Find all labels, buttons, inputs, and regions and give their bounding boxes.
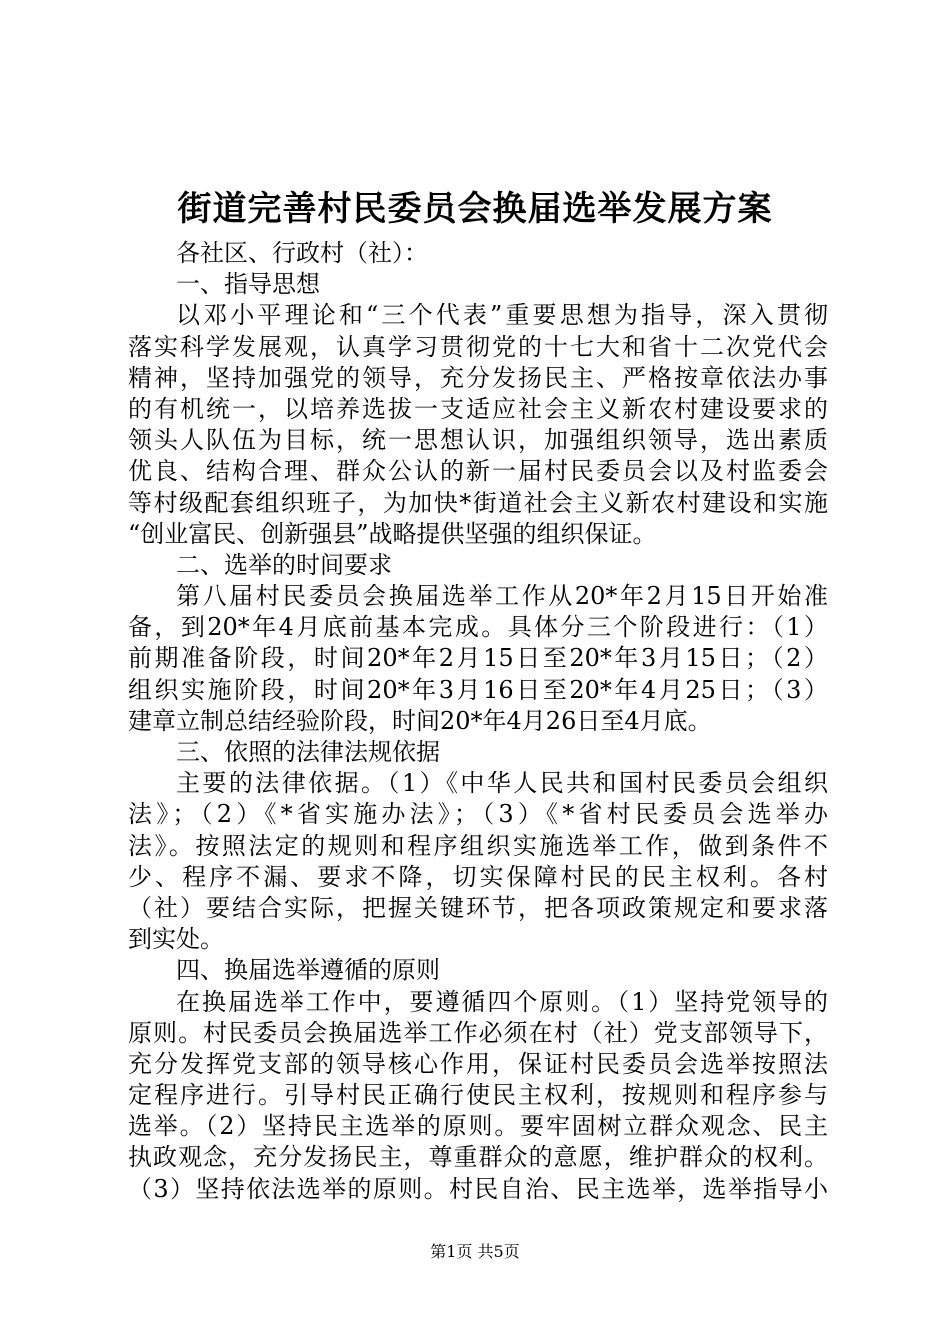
text-line: 落实科学发展观，认真学习贯彻党的十七大和省十二次党代会	[128, 332, 828, 361]
text-line: 备，到20*年4月底前基本完成。具体分三个阶段进行：（1）	[128, 613, 828, 642]
text-line: 组织实施阶段，时间20*年3月16日至20*年4月25日；（3）	[128, 675, 828, 704]
text-line: （社）要结合实际，把握关键环节，把各项政策规定和要求落	[128, 893, 828, 922]
text-line: 到实处。	[128, 925, 224, 954]
text-line: 原则。村民委员会换届选举工作必须在村（社）党支部领导下，	[128, 1018, 828, 1047]
text-line: 优良、结构合理、群众公认的新一届村民委员会以及村监委会	[128, 457, 828, 486]
text-line: 定程序进行。引导村民正确行使民主权利，按规则和程序参与	[128, 1081, 828, 1110]
text-line: 选举。（2）坚持民主选举的原则。要牢固树立群众观念、民主	[128, 1112, 828, 1141]
document-body	[128, 238, 828, 1205]
text-line: 主要的法律依据。（1）《中华人民共和国村民委员会组织	[176, 769, 828, 798]
document-title: 街道完善村民委员会换届选举发展方案	[177, 189, 773, 229]
text-line: 在换届选举工作中，要遵循四个原则。（1）坚持党领导的	[176, 987, 828, 1016]
text-line: 少、程序不漏、要求不降，切实保障村民的民主权利。各村	[128, 862, 828, 891]
page-footer: 第1页 共5页	[430, 1242, 520, 1261]
text-line: 执政观念，充分发扬民主，尊重群众的意愿，维护群众的权利。	[128, 1143, 828, 1172]
text-line: 建章立制总结经验阶段，时间20*年4月26日至4月底。	[128, 706, 712, 735]
text-line: 精神，坚持加强党的领导，充分发扬民主、严格按章依法办事	[128, 363, 828, 392]
text-line: 领头人队伍为目标，统一思想认识，加强组织领导，选出素质	[128, 426, 828, 455]
text-line: “创业富民、创新强县”战略提供坚强的组织保证。	[128, 519, 657, 548]
text-line: 第八届村民委员会换届选举工作从20*年2月15日开始准	[176, 582, 828, 611]
text-line: 各社区、行政村（社）：	[176, 239, 428, 267]
text-line: 四、换届选举遵循的原则	[176, 956, 440, 985]
text-line: 以邓小平理论和“三个代表”重要思想为指导，深入贯彻	[176, 301, 828, 330]
text-line: 等村级配套组织班子，为加快*街道社会主义新农村建设和实施	[128, 488, 828, 517]
text-line: 法》；（2）《*省实施办法》；（3）《*省村民委员会选举办	[128, 800, 828, 829]
text-line: （3）坚持依法选举的原则。村民自治、民主选举，选举指导小	[128, 1174, 828, 1203]
text-line: 的有机统一，以培养选拔一支适应社会主义新农村建设要求的	[128, 394, 828, 423]
text-line: 前期准备阶段，时间20*年2月15日至20*年3月15日；（2）	[128, 644, 828, 673]
text-line: 一、指导思想	[176, 270, 320, 299]
text-line: 充分发挥党支部的领导核心作用，保证村民委员会选举按照法	[128, 1049, 828, 1078]
text-line: 法》。按照法定的规则和程序组织实施选举工作，做到条件不	[128, 831, 828, 860]
text-line: 三、依照的法律法规依据	[176, 738, 440, 766]
text-line: 二、选举的时间要求	[176, 550, 392, 579]
